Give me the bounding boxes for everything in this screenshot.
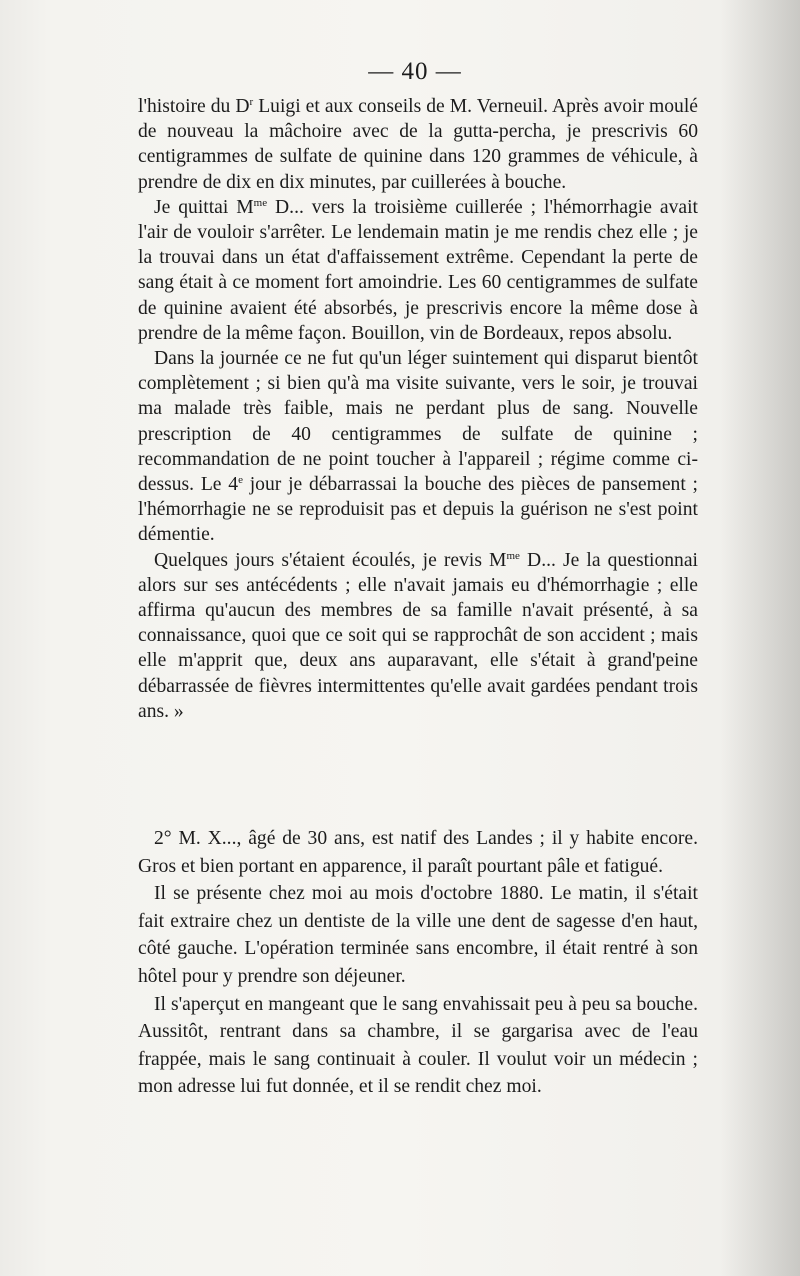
paragraph-3-text: Dans la journée ce ne fut qu'un léger suintement qui disparut bientôt complètement ; si bien qu'à ma visite suivante, vers le soir, je trouvai ma malade très faible, mais ne perdant plus de sang. Nouvelle prescription de 40 centigrammes de sulfate de quinine ; recommandation de ne point toucher à l'appareil ; régime comme ci-dessus. Le 4 xyxy=(138,348,698,496)
paragraph-2-sup: me xyxy=(253,196,268,209)
paragraph-1-text: l'histoire du D xyxy=(138,96,250,117)
paragraph-1 xyxy=(138,94,698,195)
paragraph-4-sup: me xyxy=(506,549,520,562)
paragraph-2-rest: D... vers la troisième cuillerée ; l'hémorrhagie avait l'air de vouloir s'arrêter. Le lendemain matin je me rendis chez elle ; je la trouvai dans un état d'affaissement extrême. Cependant la perte de sang était à ce moment fort amoindrie. Les 60 centigrammes de sulfate de quinine avaient été absorbés, je prescrivis encore la même dose à prendre de la même façon. Bouillon, vin de Bordeaux, repos absolu. xyxy=(138,196,698,344)
text-block-1 xyxy=(138,94,698,724)
paragraph-5: 2° M. X..., âgé de 30 ans, est natif des Landes ; il y habite encore. Gros et bien portant en apparence, il paraît pourtant pâle et fatigué. xyxy=(138,828,698,877)
paragraph-2-text: Je quittai M xyxy=(154,196,254,218)
page-number: — 40 — xyxy=(368,58,462,85)
paragraph-3 xyxy=(138,346,698,548)
paragraph-4 xyxy=(138,548,698,724)
paragraph-3-rest: jour je débarrassai la bouche des pièces de pansement ; l'hémorrhagie ne se reproduisit pas et depuis la guérison ne s'est point démentie. xyxy=(138,474,699,546)
paragraph-1-sup: r xyxy=(249,96,254,108)
paragraph-4-text: Quelques jours s'étaient écoulés, je revis M xyxy=(154,549,507,571)
paragraph-7: Il s'aperçut en mangeant que le sang envahissait peu à peu sa bouche. Aussitôt, rentrant dans sa chambre, il se gargarisa avec de l'eau frappée, mais le sang continuait à couler. Il voulut voir un médecin ; mon adresse lui fut donnée, et il se rendit chez moi. xyxy=(138,993,698,1098)
paragraph-1-rest: Luigi et aux conseils de M. Verneuil. Après avoir moulé de nouveau la mâchoire avec de la gutta-percha, je prescrivis 60 centigrammes de sulfate de quinine dans 120 grammes de véhicule, à prendre de dix en dix minutes, par cuillerées à bouche. xyxy=(138,96,698,193)
paragraph-2 xyxy=(138,195,698,346)
paragraph-3-sup: e xyxy=(238,474,243,487)
paragraph-4-rest: D... Je la questionnai alors sur ses antécédents ; elle n'avait jamais eu d'hémorrhagie ; elle affirma qu'aucun des membres de sa famille n'avait présenté, à sa connaissance, quoi que ce soit qui se rapprochât de son accident ; mais elle m'apprit que, deux ans auparavant, elle s'était à grand'peine débarrassée de fièvres intermittentes qu'elle avait gardées pendant trois ans. » xyxy=(138,549,698,722)
paragraph-6: Il se présente chez moi au mois d'octobre 1880. Le matin, il s'était fait extraire chez un dentiste de la ville une dent de sagesse d'en haut, côté gauche. L'opération terminée sans encombre, il était rentré à son hôtel pour y prendre son déjeuner. xyxy=(138,883,698,987)
text-block-2 xyxy=(138,825,698,1101)
